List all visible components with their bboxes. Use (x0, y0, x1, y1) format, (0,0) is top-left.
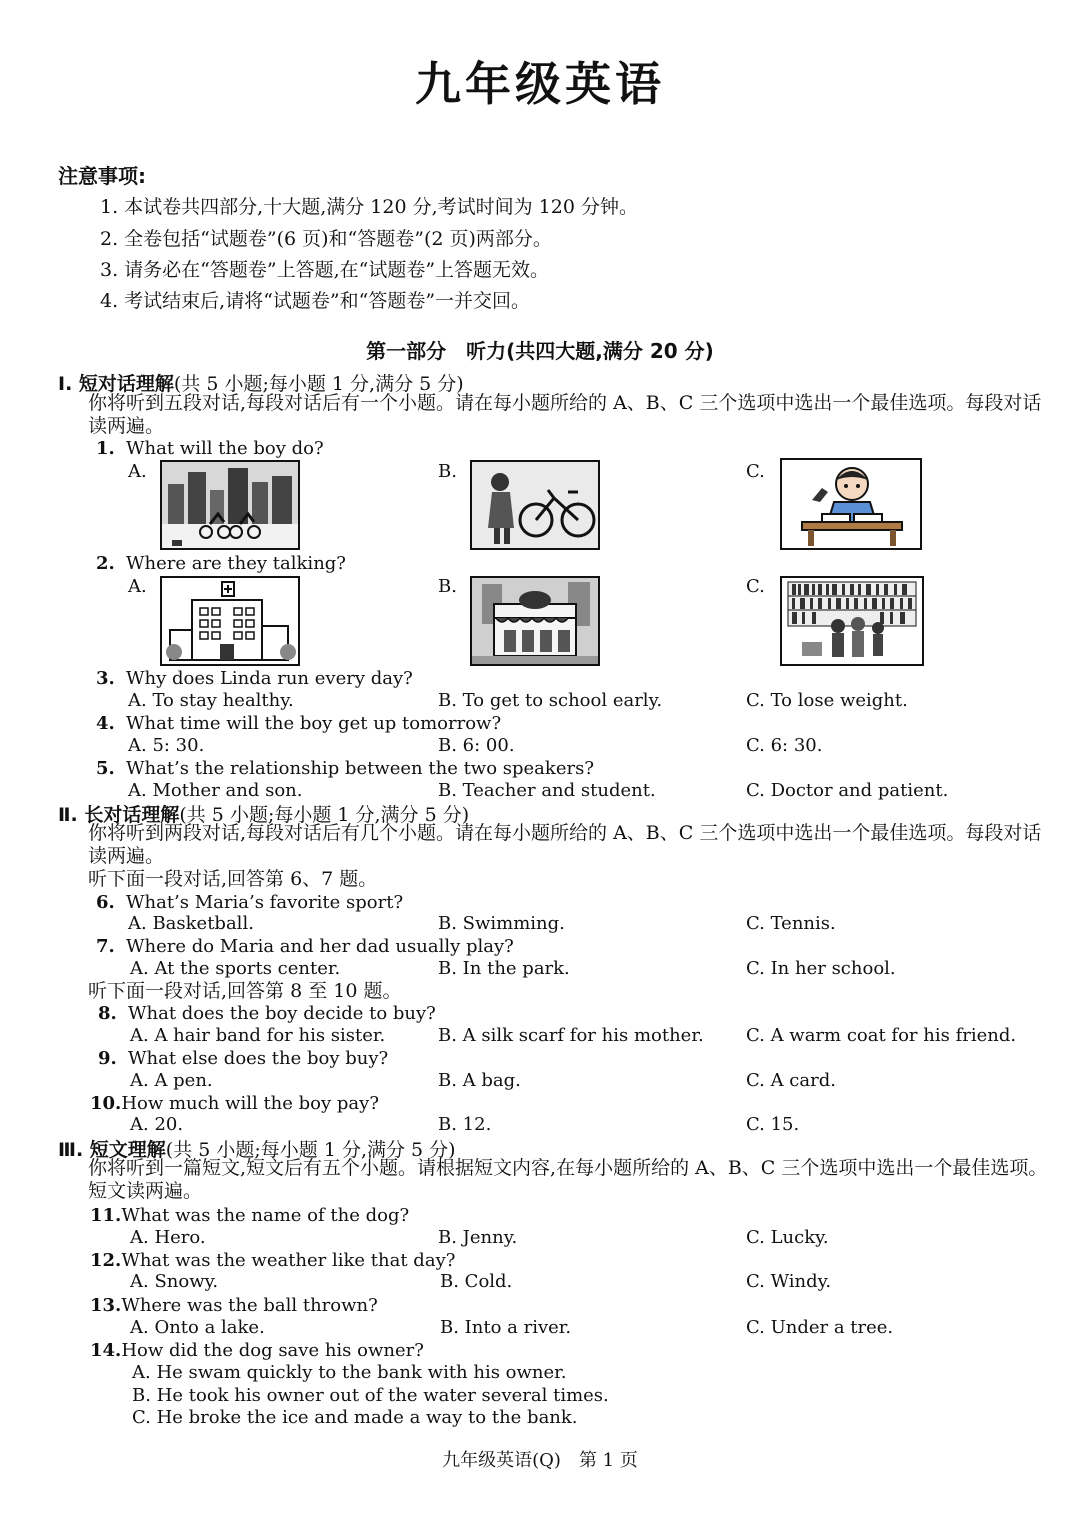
option-c: C. Under a tree. (746, 1317, 894, 1338)
question-text: What else does the boy buy? (128, 1048, 389, 1069)
question-number: 10. (90, 1093, 122, 1114)
option-label: A. (128, 461, 147, 482)
option-label: C. (746, 576, 765, 597)
question-10 (90, 1093, 379, 1114)
question-number: 5. (96, 758, 115, 779)
option-b: B. A bag. (438, 1070, 521, 1091)
option-a: A. To stay healthy. (128, 690, 294, 711)
question-number: 4. (96, 713, 115, 734)
option-b: B. To get to school early. (438, 690, 663, 711)
question-text: How much will the boy pay? (121, 1093, 379, 1114)
section-2-instruction: 你将听到两段对话,每段对话后有几个小题。请在每小题所给的 A、B、C 三个选项中选出一个最佳选项。每段对话读两遍。 (88, 822, 1042, 867)
option-a: A. Snowy. (130, 1271, 219, 1292)
question-number: 7. (96, 936, 115, 957)
section-3-score: (共 5 小题;每小题 1 分,满分 5 分) (165, 1139, 456, 1161)
option-b: B. 6: 00. (438, 735, 515, 756)
question-number: 8. (98, 1003, 117, 1024)
notice-item: 2. 全卷包括“试题卷”(6 页)和“答题卷”(2 页)两部分。 (100, 228, 552, 250)
option-b: B. Into a river. (440, 1317, 572, 1338)
option-a: A. 5: 30. (128, 735, 205, 756)
question-text: What does the boy decide to buy? (128, 1003, 436, 1024)
question-1 (96, 438, 324, 459)
option-a: A. Onto a lake. (130, 1317, 265, 1338)
option-c: C. Doctor and patient. (746, 780, 949, 801)
bike-repair-image (470, 460, 600, 550)
question-4 (96, 713, 501, 734)
option-label: B. (438, 576, 457, 597)
question-text: What’s Maria’s favorite sport? (126, 892, 404, 913)
question-text: Where was the ball thrown? (121, 1295, 378, 1316)
hospital-image (160, 576, 300, 666)
question-number: 11. (90, 1205, 122, 1226)
option-label: B. (438, 461, 457, 482)
question-number: 13. (90, 1295, 122, 1316)
cycling-city-image (160, 460, 300, 550)
question-number: 9. (98, 1048, 117, 1069)
section-2-subheading: 听下面一段对话,回答第 6、7 题。 (88, 868, 378, 890)
option-c: C. 15. (746, 1114, 800, 1135)
boy-studying-image (780, 458, 922, 550)
option-b: B. He took his owner out of the water several times. (132, 1385, 609, 1406)
question-2 (96, 553, 346, 574)
section-1-instruction: 你将听到五段对话,每段对话后有一个小题。请在每小题所给的 A、B、C 三个选项中选出一个最佳选项。每段对话读两遍。 (88, 392, 1042, 437)
option-a: A. A hair band for his sister. (130, 1025, 386, 1046)
option-b: B. Cold. (440, 1271, 513, 1292)
section-3-title: Ⅲ. 短文理解 (58, 1139, 166, 1161)
question-number: 14. (90, 1340, 122, 1361)
notice-item: 4. 考试结束后,请将“试题卷”和“答题卷”一并交回。 (100, 290, 531, 312)
question-number: 1. (96, 438, 115, 459)
exam-title: 九年级英语 (415, 57, 665, 111)
question-text: Where are they talking? (126, 553, 346, 574)
question-number: 2. (96, 553, 115, 574)
option-c: C. In her school. (746, 958, 896, 979)
option-a: A. He swam quickly to the bank with his owner. (132, 1362, 567, 1383)
question-text: How did the dog save his owner? (121, 1340, 424, 1361)
option-a: A. A pen. (130, 1070, 213, 1091)
notice-heading: 注意事项: (58, 164, 146, 188)
question-number: 3. (96, 668, 115, 689)
question-3 (96, 668, 413, 689)
option-b: B. 12. (438, 1114, 492, 1135)
part-one-heading: 第一部分 听力(共四大题,满分 20 分) (366, 339, 714, 363)
section-2-score: (共 5 小题;每小题 1 分,满分 5 分) (179, 804, 470, 826)
option-a: A. 20. (130, 1114, 184, 1135)
section-1-title: Ⅰ. 短对话理解 (58, 373, 174, 395)
option-label: A. (128, 576, 147, 597)
question-8 (98, 1003, 436, 1024)
question-14 (90, 1340, 424, 1361)
question-9 (98, 1048, 388, 1069)
option-c: C. A warm coat for his friend. (746, 1025, 1017, 1046)
question-11 (90, 1205, 409, 1226)
question-text: Why does Linda run every day? (126, 668, 413, 689)
question-text: What was the name of the dog? (121, 1205, 410, 1226)
question-7 (96, 936, 514, 957)
question-text: What will the boy do? (126, 438, 324, 459)
question-text: What was the weather like that day? (121, 1250, 456, 1271)
question-13 (90, 1295, 378, 1316)
option-c: C. He broke the ice and made a way to the bank. (132, 1407, 578, 1428)
page-footer: 九年级英语(Q) 第 1 页 (442, 1450, 638, 1471)
library-image (780, 576, 924, 666)
option-label: C. (746, 461, 765, 482)
question-number: 6. (96, 892, 115, 913)
option-b: B. Teacher and student. (438, 780, 656, 801)
question-text: What time will the boy get up tomorrow? (126, 713, 502, 734)
section-1-score: (共 5 小题;每小题 1 分,满分 5 分) (173, 373, 464, 395)
option-c: C. To lose weight. (746, 690, 908, 711)
option-b: B. In the park. (438, 958, 570, 979)
question-text: Where do Maria and her dad usually play? (126, 936, 514, 957)
option-a: A. Basketball. (128, 913, 254, 934)
option-c: C. Lucky. (746, 1227, 829, 1248)
option-c: C. A card. (746, 1070, 836, 1091)
option-c: C. 6: 30. (746, 735, 823, 756)
question-6 (96, 892, 403, 913)
notice-item: 3. 请务必在“答题卷”上答题,在“试题卷”上答题无效。 (100, 259, 550, 281)
question-12 (90, 1250, 455, 1271)
option-b: B. A silk scarf for his mother. (438, 1025, 704, 1046)
section-2-subheading: 听下面一段对话,回答第 8 至 10 题。 (88, 980, 402, 1002)
question-text: What’s the relationship between the two speakers? (126, 758, 594, 779)
question-5 (96, 758, 594, 779)
shop-image (470, 576, 600, 666)
option-a: A. At the sports center. (130, 958, 341, 979)
option-c: C. Tennis. (746, 913, 836, 934)
option-b: B. Jenny. (438, 1227, 518, 1248)
option-b: B. Swimming. (438, 913, 565, 934)
section-2-title: Ⅱ. 长对话理解 (58, 804, 180, 826)
question-number: 12. (90, 1250, 122, 1271)
option-c: C. Windy. (746, 1271, 832, 1292)
option-a: A. Mother and son. (128, 780, 303, 801)
section-3-instruction: 你将听到一篇短文,短文后有五个小题。请根据短文内容,在每小题所给的 A、B、C 三个选项中选出一个最佳选项。短文读两遍。 (88, 1157, 1048, 1202)
option-a: A. Hero. (130, 1227, 206, 1248)
notice-item: 1. 本试卷共四部分,十大题,满分 120 分,考试时间为 120 分钟。 (100, 196, 638, 218)
